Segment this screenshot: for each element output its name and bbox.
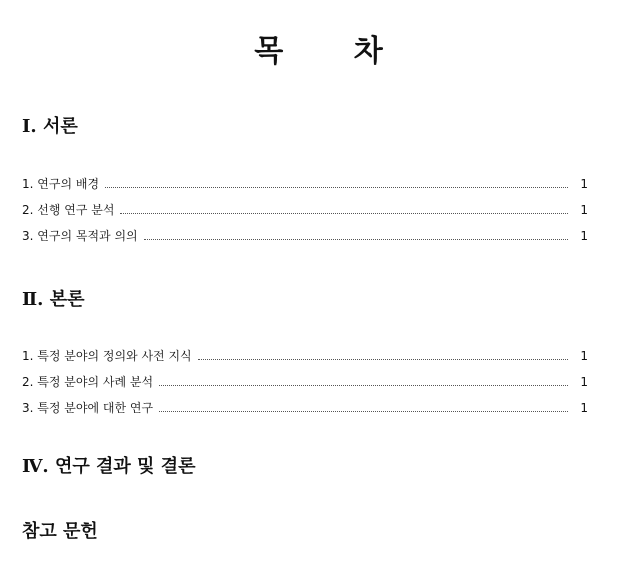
section-heading-results-conclusion: Ⅳ. 연구 결과 및 결론 <box>22 456 196 477</box>
dot-leader <box>198 359 569 360</box>
dot-leader <box>144 239 569 240</box>
toc-entry[interactable] <box>22 174 588 192</box>
toc-entry-label: 2. 특정 분야의 사례 분석 <box>22 375 154 389</box>
toc-title: 목 차 <box>254 34 413 69</box>
toc-entry[interactable] <box>22 200 588 218</box>
toc-entry-page: 1 <box>580 177 588 191</box>
toc-entry-label: 3. 연구의 목적과 의의 <box>22 229 138 243</box>
dot-leader <box>159 385 568 386</box>
toc-entry[interactable] <box>22 346 588 364</box>
section-heading-references: 참고 문헌 <box>22 521 98 542</box>
toc-entry[interactable] <box>22 372 588 390</box>
dot-leader <box>120 213 568 214</box>
toc-entry[interactable] <box>22 398 588 416</box>
toc-entry-page: 1 <box>580 229 588 243</box>
section-heading-main-body: Ⅱ. 본론 <box>22 289 85 310</box>
toc-entry-page: 1 <box>580 401 588 415</box>
toc-entry-label: 1. 연구의 배경 <box>22 177 100 191</box>
toc-entry-page: 1 <box>580 203 588 217</box>
dot-leader <box>105 187 568 188</box>
toc-entry-page: 1 <box>580 349 588 363</box>
toc-entry-label: 3. 특정 분야에 대한 연구 <box>22 401 154 415</box>
toc-entry-label: 2. 선행 연구 분석 <box>22 203 115 217</box>
toc-entry-page: 1 <box>580 375 588 389</box>
dot-leader <box>159 411 568 412</box>
toc-entry-label: 1. 특정 분야의 정의와 사전 지식 <box>22 349 192 363</box>
section-heading-introduction: Ⅰ. 서론 <box>22 116 78 137</box>
toc-entry[interactable] <box>22 226 588 244</box>
